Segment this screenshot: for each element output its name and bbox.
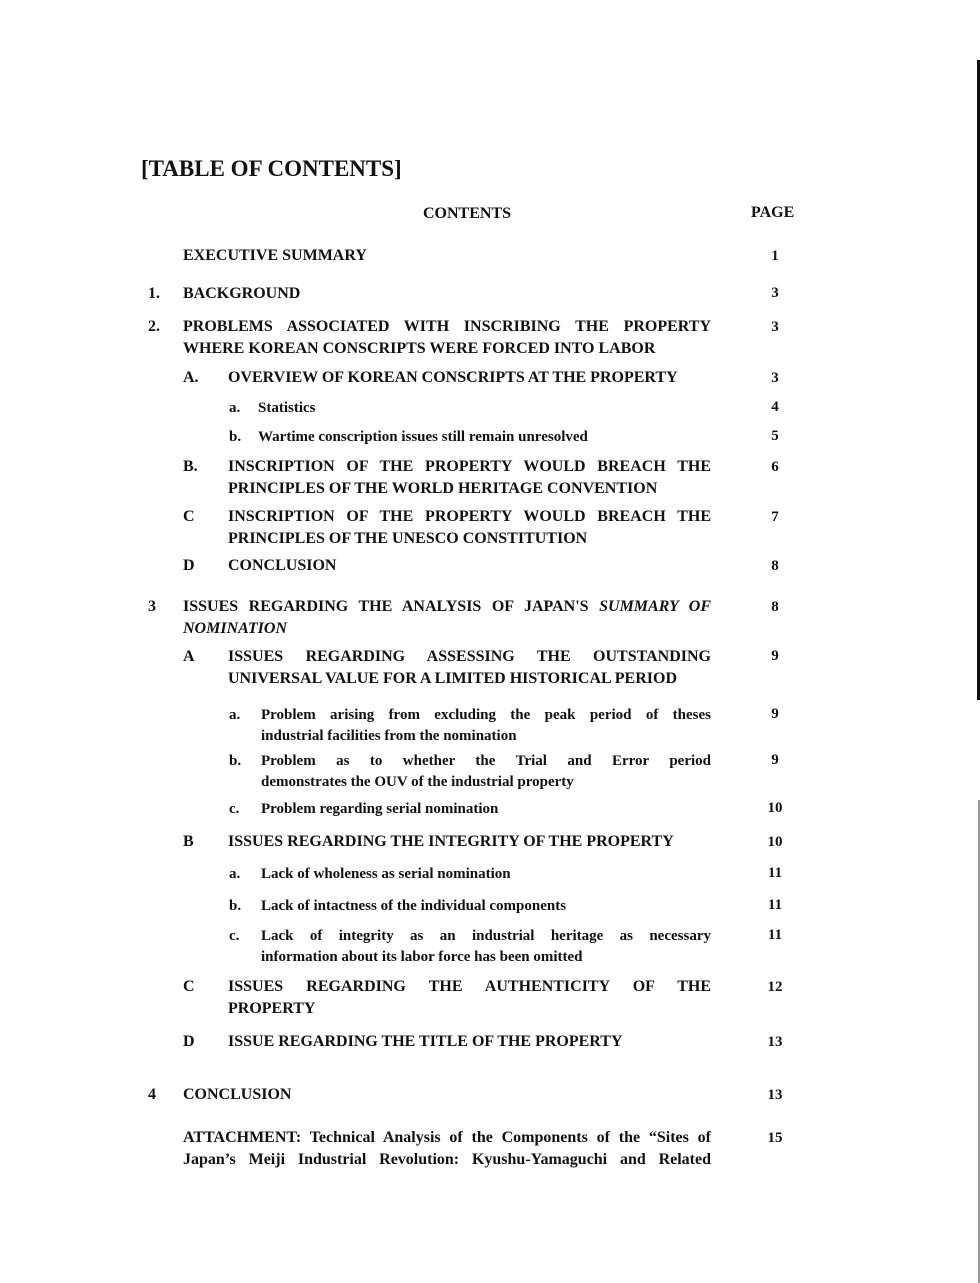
toc-number: 1. [148, 285, 160, 302]
toc-page: 8 [771, 599, 779, 615]
toc-page: 3 [771, 370, 779, 386]
toc-entry-wartime: Wartime conscription issues still remain unresolved [258, 429, 588, 445]
toc-entry-problems-line2: WHERE KOREAN CONSCRIPTS WERE FORCED INTO LABOR [183, 340, 656, 357]
toc-entry-serial: Problem regarding serial nomination [261, 801, 499, 817]
toc-number: A. [183, 369, 199, 386]
toc-number: c. [229, 928, 240, 944]
page-title: [TABLE OF CONTENTS] [141, 156, 402, 181]
toc-entry-integrity: ISSUES REGARDING THE INTEGRITY OF THE PROPERTY [228, 833, 674, 850]
toc-number: a. [229, 866, 241, 882]
toc-number: 2. [148, 318, 160, 335]
toc-page: 8 [771, 558, 779, 574]
toc-page: 13 [767, 1087, 783, 1103]
toc-page: 3 [771, 285, 779, 301]
toc-entry-unesco-line1: INSCRIPTION OF THE PROPERTY WOULD BREACH THE [228, 508, 711, 525]
toc-entry-intactness: Lack of intactness of the individual components [261, 898, 567, 914]
toc-entry-peak-line2: industrial facilities from the nomination [261, 728, 517, 744]
toc-page: 9 [771, 648, 779, 664]
toc-number: C [183, 978, 195, 995]
toc-page: 3 [771, 319, 779, 335]
toc-page: 11 [767, 897, 783, 913]
toc-entry-peak-line1: Problem arising from excluding the peak period of theses [261, 707, 711, 723]
toc-number: C [183, 508, 195, 525]
toc-number: 3 [148, 598, 156, 615]
toc-number: D [183, 557, 195, 574]
toc-entry-issues-analysis-line1: ISSUES REGARDING THE ANALYSIS OF JAPAN'S SUMMARY OF [183, 598, 711, 615]
toc-entry-executive-summary: EXECUTIVE SUMMARY [183, 247, 367, 264]
toc-number: a. [229, 400, 241, 416]
toc-number: c. [229, 801, 240, 817]
page-header: PAGE [751, 204, 795, 221]
toc-page: 11 [767, 865, 783, 881]
toc-number: b. [229, 898, 242, 914]
toc-number: a. [229, 707, 241, 723]
toc-number: B [183, 833, 194, 850]
toc-entry-whc-line2: PRINCIPLES OF THE WORLD HERITAGE CONVENTION [228, 480, 658, 497]
toc-number: A [183, 648, 195, 665]
toc-number: 4 [148, 1086, 156, 1103]
toc-page: 5 [771, 428, 779, 444]
toc-entry-trial-line2: demonstrates the OUV of the industrial property [261, 774, 574, 790]
toc-page: 10 [767, 834, 783, 850]
toc-page: 9 [771, 752, 779, 768]
toc-entry-statistics: Statistics [258, 400, 316, 416]
toc-entry-background: BACKGROUND [183, 285, 301, 302]
toc-entry-authenticity-line1: ISSUES REGARDING THE AUTHENTICITY OF THE [228, 978, 711, 995]
toc-page: 9 [771, 706, 779, 722]
toc-number: B. [183, 458, 198, 475]
toc-page: 13 [767, 1034, 783, 1050]
toc-entry-ouv-line1: ISSUES REGARDING ASSESSING THE OUTSTANDING [228, 648, 711, 665]
toc-page: 7 [771, 509, 779, 525]
toc-entry-ouv-line2: UNIVERSAL VALUE FOR A LIMITED HISTORICAL PERIOD [228, 670, 678, 687]
toc-page: 12 [767, 979, 783, 995]
toc-entry-conclusion-2d: CONCLUSION [228, 557, 337, 574]
toc-entry-trial-line1: Problem as to whether the Trial and Error period [261, 753, 711, 769]
toc-page: 4 [771, 399, 779, 415]
toc-page: 11 [767, 927, 783, 943]
toc-entry-attachment-line2: Japan’s Meiji Industrial Revolution: Kyushu-Yamaguchi and Related [183, 1151, 711, 1168]
toc-entry-authenticity-line2: PROPERTY [228, 1000, 316, 1017]
toc-entry-attachment-line1: ATTACHMENT: Technical Analysis of the Components of the “Sites of [183, 1129, 711, 1146]
toc-page: 10 [767, 800, 783, 816]
toc-entry-labor-line2: information about its labor force has been omitted [261, 949, 583, 965]
toc-entry-problems-line1: PROBLEMS ASSOCIATED WITH INSCRIBING THE PROPERTY [183, 318, 711, 335]
toc-page: 6 [771, 459, 779, 475]
toc-entry-issues-analysis-line2: NOMINATION [183, 620, 288, 637]
toc-entry-wholeness: Lack of wholeness as serial nomination [261, 866, 511, 882]
toc-page: 1 [771, 248, 779, 264]
toc-entry-unesco-line2: PRINCIPLES OF THE UNESCO CONSTITUTION [228, 530, 588, 547]
toc-entry-overview: OVERVIEW OF KOREAN CONSCRIPTS AT THE PROPERTY [228, 369, 678, 386]
toc-entry-whc-line1: INSCRIPTION OF THE PROPERTY WOULD BREACH THE [228, 458, 711, 475]
toc-page: 15 [767, 1130, 783, 1146]
toc-entry-conclusion: CONCLUSION [183, 1086, 292, 1103]
toc-entry-labor-line1: Lack of integrity as an industrial heritage as necessary [261, 928, 711, 944]
toc-entry-title-issue: ISSUE REGARDING THE TITLE OF THE PROPERTY [228, 1033, 623, 1050]
toc-number: D [183, 1033, 195, 1050]
toc-number: b. [229, 429, 242, 445]
toc-number: b. [229, 753, 242, 769]
contents-header: CONTENTS [423, 205, 512, 222]
